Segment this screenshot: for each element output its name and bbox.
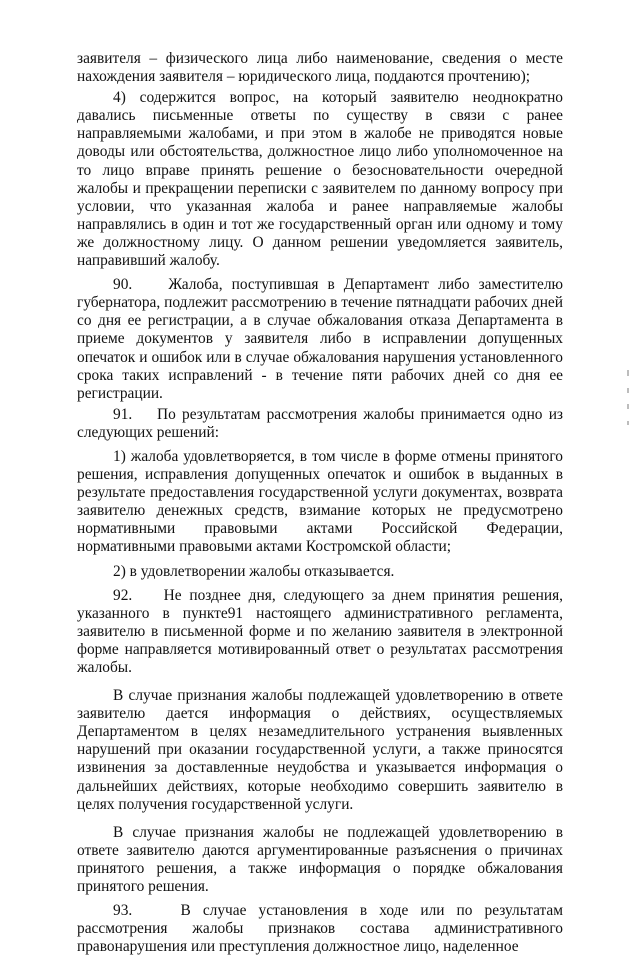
paragraph-repeated-question [77,89,563,270]
paragraph-decision-refused [77,563,563,581]
scan-margin-mark [627,404,629,409]
document-body [77,50,563,956]
paragraph-text: заявителя – физического лица либо наименование, сведения о месте нахождения заявителя – юридического лица, поддаются прочтению); [77,50,563,86]
paragraph-text: Жалоба, поступившая в Департамент либо заместителю губернатора, подлежит рассмотрению в течение пятнадцати рабочих дней со дня ее регистрации, а в случае обжалования отказа Департамента в приеме документов у заявителя либо в исправлении допущенных опечаток и ошибок или в случае обжалования нарушения установленного срока таких исправлений - в течение пяти рабочих дней со дня ее регистрации. [77,276,563,402]
paragraph-satisfied-response [77,687,563,814]
paragraph-text: 4) содержится вопрос, на который заявителю неоднократно давались письменные ответы по существу в связи с ранее направляемыми жалобами, и при этом в жалобе не приводятся новые доводы или обстоятельства, должностное лицо либо уполномоченное на то лицо вправе принять решение о безосновательности очередной жалобы и прекращении переписки с заявителем по данному вопросу при условии, что указанная жалоба и ранее направляемые жалобы направлялись в один и тот же государственный орган или одному и тому же должностному лицу. О данном решении уведомляется заявитель, направивший жалобу. [77,89,563,270]
paragraph-93-violation [77,902,563,956]
paragraph-number: 93. [113,902,133,920]
paragraph-text: В случае признания жалобы подлежащей удовлетворению в ответе заявителю дается информация о действиях, осуществляемых Департаментом в целях незамедлительного устранения выявленных нарушений при оказании государственной услуги, а также приносятся извинения за доставленные неудобства и указывается информация о дальнейших действиях, которые необходимо совершить заявителю в целях получения государственной услуги. [77,687,563,813]
paragraph-text: 2) в удовлетворении жалобы отказывается. [113,562,395,580]
scan-margin-mark [627,421,629,425]
paragraph-90-review-period [77,276,563,403]
paragraph-number: 92. [113,586,133,604]
paragraph-number: 90. [113,276,133,294]
paragraph-text: По результатам рассмотрения жалобы принимается одно из следующих решений: [77,405,564,441]
paragraph-text: В случае признания жалобы не подлежащей удовлетворению в ответе заявителю даются аргументированные разъяснения о причинах принятого решения, а также информация о порядке обжалования принятого решения. [77,823,563,896]
paragraph-number: 91. [113,405,133,423]
paragraph-92-response [77,587,563,677]
paragraph-applicant-identification [77,50,563,86]
paragraph-unsatisfied-response [77,824,563,896]
scan-margin-mark [627,370,629,376]
paragraph-91-decisions [77,406,563,442]
paragraph-decision-satisfied [77,448,563,557]
paragraph-text: В случае установления в ходе или по результатам рассмотрения жалобы признаков состава административного правонарушения или преступления должностное лицо, наделенное [77,902,563,956]
paragraph-text: Не позднее дня, следующего за днем принятия решения, указанного в пункте91 настоящего административного регламента, заявителю в письменной форме и по желанию заявителя в электронной форме направляется мотивированный ответ о результатах рассмотрения жалобы. [77,586,563,676]
scan-margin-mark [627,388,629,393]
paragraph-text: 1) жалоба удовлетворяется, в том числе в форме отмены принятого решения, исправления допущенных опечаток и ошибок в выданных в результате предоставления государственной услуги документах, возврата заявителю денежных средств, взимание которых не предусмотрено нормативными правовыми актами Российской Федерации, нормативными правовыми актами Костромской области; [77,447,563,556]
